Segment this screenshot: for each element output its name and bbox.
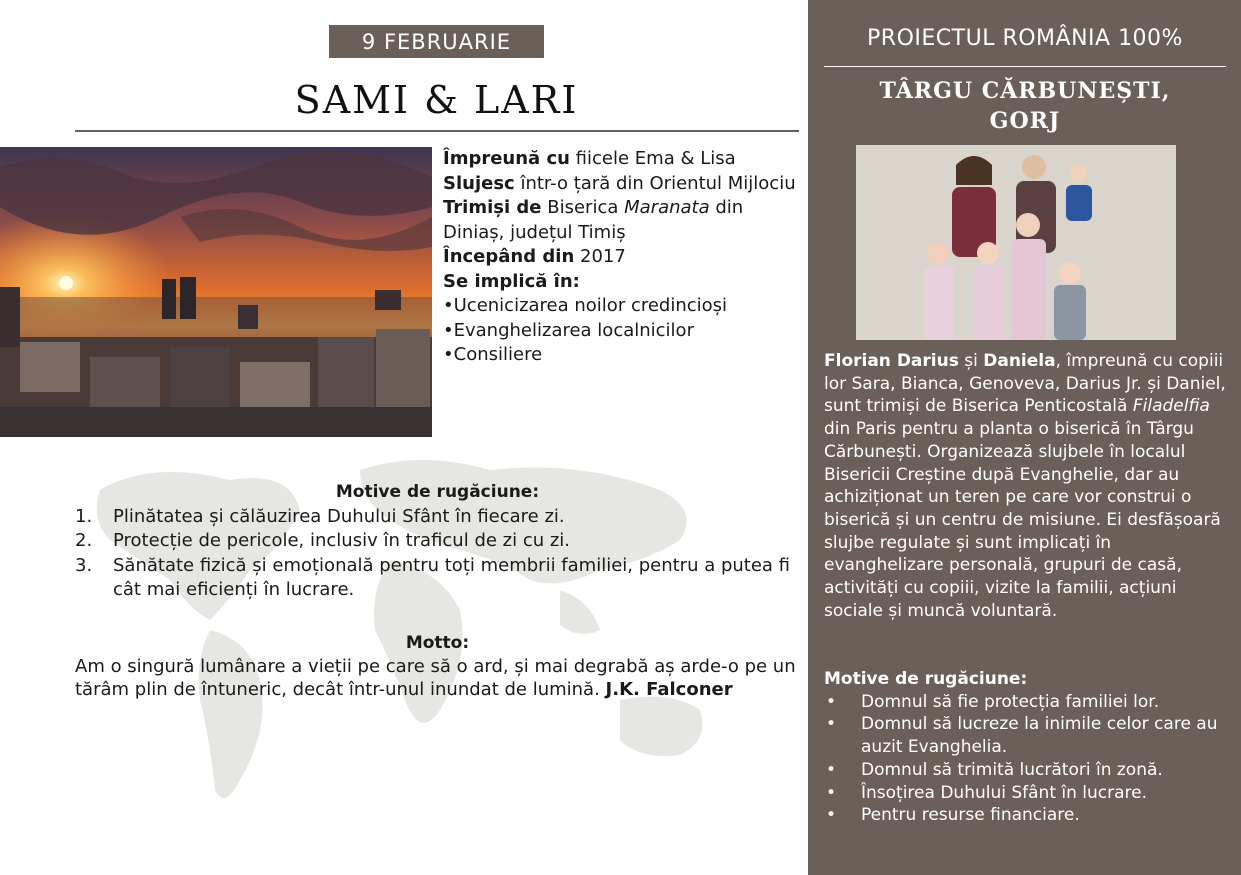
prayer-item (75, 505, 800, 530)
desc-part-2: din Paris pentru a planta o biserică în Târgu Cărbunești. Organizează slujbele în localul Bisericii Creștine după Evanghelie, dar au achiziționat un teren pe care vor construi o biserică și un centru de misiune. Ei desfășoară slujbe regulate și sunt implicați în evanghelizare personală, grupuri de casă, activități cu copiii, vizite la familii, acțiuni sociale și muncă voluntară. (824, 419, 1221, 621)
right-prayer-heading: Motive de rugăciune: (824, 669, 1028, 689)
family-description (824, 350, 1229, 622)
since-label: Începând din (443, 246, 575, 267)
bullet: • (826, 714, 837, 735)
prayer-item-number: 1. (75, 505, 93, 527)
motto-section (75, 632, 800, 701)
date-badge: 9 FEBRUARIE (329, 25, 544, 58)
family-description-text (824, 350, 1229, 622)
involved-item-text: Evanghelizarea localnicilor (453, 319, 694, 341)
right-prayer-item-text: Însoțirea Duhului Sfânt în lucrare. (861, 782, 1148, 803)
bullet: • (826, 805, 837, 826)
motto-quote: Am o singură lumânare a vieții pe care să o ard, și mai degrabă aș arde-o pe un tărâm plin de întuneric, decât într-unul inundat de lumină. (75, 656, 796, 700)
bullet: • (826, 691, 837, 712)
prayer-item-number: 2. (75, 530, 93, 551)
prayer-list (75, 505, 800, 603)
involved-item: •Consiliere (443, 344, 543, 365)
prayer-item-number: 3. (75, 554, 93, 576)
bullet: • (826, 759, 837, 780)
sent-pre: Biserica (541, 197, 625, 218)
serve-value: într-o țară din Orientul Mijlociu (514, 172, 796, 194)
right-prayer-section (824, 668, 1229, 827)
prayer-item-text: Sănătate fizică și emoțională pentru toți membrii familiei, pentru a putea fi cât mai eficienți în lucrare. (113, 554, 791, 600)
involved-item-text: Consiliere (453, 344, 543, 365)
motto-heading: Motto: (405, 633, 470, 653)
prayer-item (75, 554, 800, 603)
desc-church: Filadelfia (1132, 396, 1210, 417)
right-prayer-list (824, 691, 1229, 827)
right-prayer-item (824, 713, 1229, 758)
bullet: • (826, 782, 837, 803)
title-divider (75, 130, 799, 132)
since-line (443, 245, 803, 270)
motto-author: J.K. Falconer (605, 679, 733, 700)
prayer-item (75, 529, 800, 554)
right-panel (808, 0, 1241, 875)
prayer-item-text: Protecție de pericole, inclusiv în traficul de zi cu zi. (113, 530, 571, 551)
serve-line (443, 172, 803, 197)
prayer-item-text: Plinătatea și călăuzirea Duhului Sfânt în fiecare zi. (113, 505, 565, 527)
together-line (443, 147, 803, 172)
place-line-2: GORJ (989, 108, 1061, 134)
right-prayer-item-text: Domnul să fie protecția familiei lor. (861, 691, 1160, 712)
right-prayer-item (824, 759, 1229, 782)
sent-post: din Diniaș, județul Timiș (443, 197, 744, 243)
family-photo (856, 145, 1176, 340)
page-title: SAMI & LARI (294, 78, 579, 122)
right-prayer-item-text: Domnul să trimită lucrători în zonă. (861, 759, 1163, 780)
prayer-section (75, 480, 800, 603)
involved-item: •Ucenicizarea noilor credincioși (443, 295, 728, 316)
right-prayer-item (824, 782, 1229, 805)
involved-item: •Evanghelizarea localnicilor (443, 319, 694, 341)
since-value: 2017 (574, 246, 626, 267)
desc-name-1: Florian Darius (824, 351, 959, 371)
place-line-1: TÂRGU CĂRBUNEȘTI, (879, 78, 1171, 104)
project-title: PROIECTUL ROMÂNIA 100% (867, 26, 1183, 51)
right-prayer-item (824, 691, 1229, 714)
involved-item-text: Ucenicizarea noilor credincioși (453, 295, 728, 316)
place-title (824, 76, 1226, 136)
desc-name-2: Daniela (983, 351, 1056, 371)
city-sunset-photo (0, 147, 432, 437)
right-prayer-item-text: Pentru resurse financiare. (861, 805, 1080, 826)
right-prayer-item-text: Domnul să lucreze la inimile celor care au auzit Evanghelia. (861, 714, 1218, 758)
involved-heading (443, 270, 803, 295)
desc-part-1: , împreună cu copiii lor Sara, Bianca, Genoveva, Darius Jr. și Daniel, sunt trimiși de Biserica Penticostală (824, 351, 1226, 417)
right-prayer-item (824, 804, 1229, 827)
motto-text (75, 655, 800, 701)
sent-church: Maranata (624, 197, 710, 218)
involved-label: Se implică în: (443, 270, 580, 292)
project-divider (824, 66, 1226, 67)
prayer-heading: Motive de rugăciune: (335, 482, 540, 502)
missionary-info (443, 147, 803, 368)
sent-label: Trimiși de (443, 197, 542, 218)
serve-label: Slujesc (443, 172, 515, 194)
together-label: Împreună cu (443, 148, 570, 169)
desc-and: și (958, 351, 984, 371)
together-value: fiicele Ema & Lisa (569, 148, 736, 169)
sent-line (443, 196, 803, 245)
